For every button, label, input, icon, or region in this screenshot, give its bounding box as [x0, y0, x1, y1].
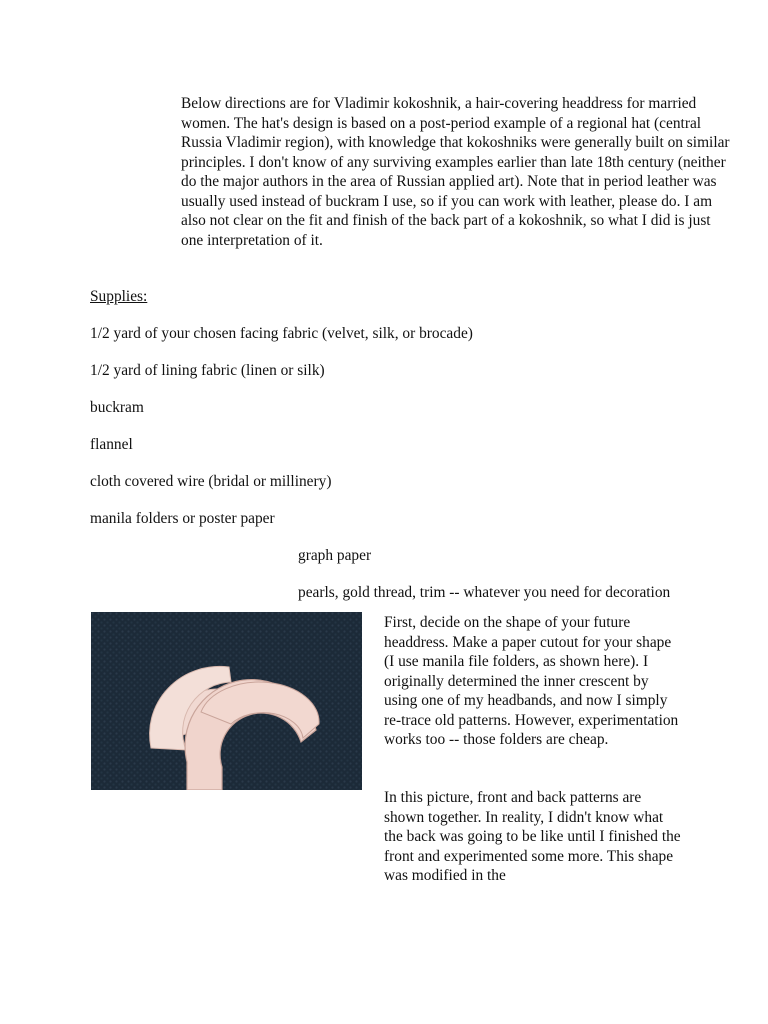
supply-item-facing-fabric: 1/2 yard of your chosen facing fabric (velvet, silk, or brocade) — [90, 325, 473, 342]
pattern-photo — [91, 612, 362, 790]
supply-item-flannel: flannel — [90, 436, 133, 453]
supply-item-lining-fabric: 1/2 yard of lining fabric (linen or silk) — [90, 362, 325, 379]
instruction-paragraph-2: In this picture, front and back patterns are shown together. In reality, I didn't know what the back was going to be like until I finished the front and experimented some more. This shape was modified in the — [384, 789, 681, 884]
supply-item-folders: manila folders or poster paper — [90, 510, 275, 527]
supply-item-wire: cloth covered wire (bridal or millinery) — [90, 473, 332, 490]
instruction-paragraph-1: First, decide on the shape of your future headdress. Make a paper cutout for your shape (I use manila file folders, as shown here). I originally determined the inner crescent by using one of my headbands, and now I simply re-trace old patterns. However, experimentation works too -- those folders are cheap. — [384, 614, 679, 748]
supply-item-graph-paper: graph paper — [298, 547, 372, 564]
supply-item-buckram: buckram — [90, 399, 144, 416]
intro-paragraph: Below directions are for Vladimir kokoshnik, a hair-covering headdress for married women. The hat's design is based on a post-period example of a regional hat (central Russia Vladimir region), with knowledge that kokoshniks were generally built on similar principles. I don't know of any surviving examples earlier than late 18th century (neither do the major authors in the area of Russian applied art). Note that in period leather was usually used instead of buckram I use, so if you can work with leather, please do. I am also not clear on the fit and finish of the back part of a kokoshnik, so what I did is just one interpretation of it. — [181, 95, 730, 249]
pattern-photo-drawing — [91, 612, 362, 790]
supply-item-decoration: pearls, gold thread, trim -- whatever you need for decoration — [298, 584, 671, 601]
supplies-heading: Supplies: — [90, 288, 148, 305]
